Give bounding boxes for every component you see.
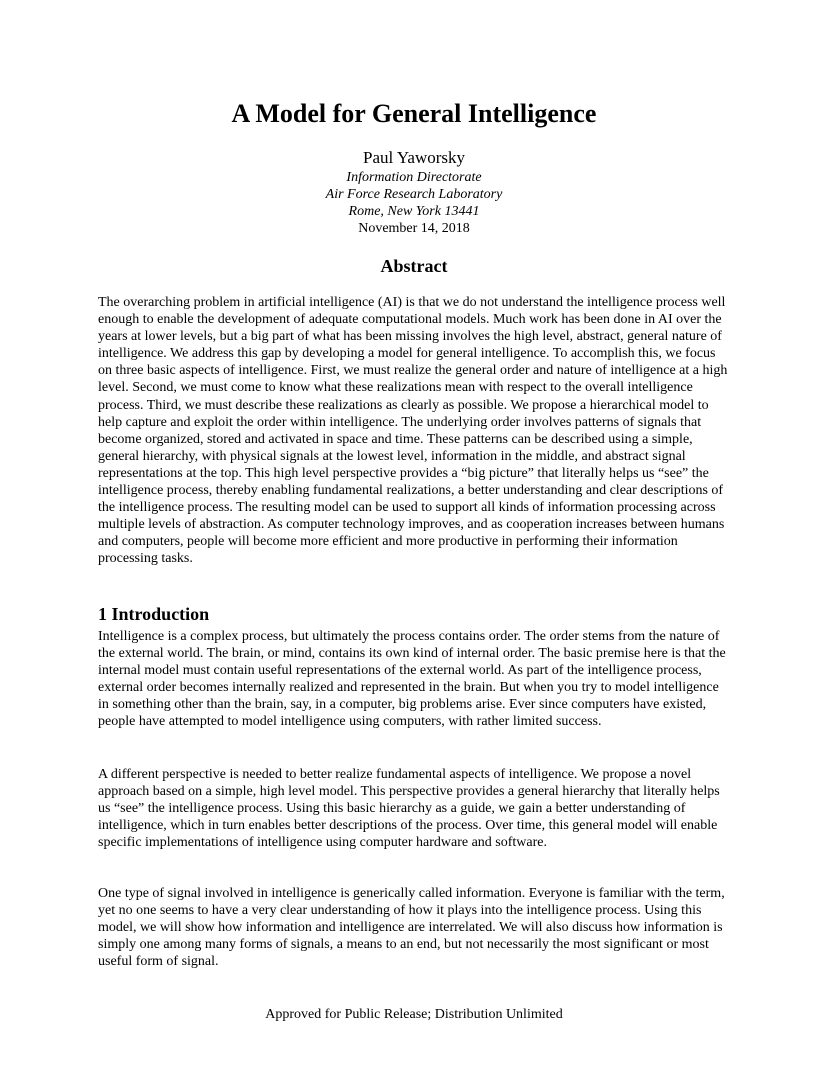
- author-name: Paul Yaworsky: [362, 148, 466, 167]
- intro-paragraph-3: One type of signal involved in intelligence is generically called information. Everyone is familiar with the term, yet no one seems to have a very clear understanding of how it plays into the intelligence process. Using this model, we will show how information and intelligence are interrelated. We will also discuss how information is simply one among many forms of signals, a means to an end, but not necessarily the most significant or most useful form of signal.: [98, 886, 725, 970]
- paper-title: A Model for General Intelligence: [231, 99, 597, 128]
- paper-date: November 14, 2018: [358, 221, 470, 236]
- affiliation-location: Rome, New York 13441: [348, 204, 480, 219]
- affiliation-directorate: Information Directorate: [346, 170, 482, 185]
- abstract-heading: Abstract: [380, 256, 448, 276]
- page-footer: Approved for Public Release; Distribution Unlimited: [265, 1007, 563, 1022]
- intro-paragraph-1: Intelligence is a complex process, but ultimately the process contains order. The order stems from the nature of the external world. The brain, or mind, contains its own kind of internal order. The basic premise here is that the internal model must contain useful representations of the external world. As part of the intelligence process, external order becomes internally realized and represented in the brain. But when you try to model intelligence in something other than the brain, say, in a computer, big problems arise. Ever since computers have existed, people have attempted to model intelligence using computers, with rather limited success.: [98, 629, 726, 730]
- abstract-text: The overarching problem in artificial intelligence (AI) is that we do not understand the intelligence process well enough to enable the development of adequate computational models. Much work has been done in AI over the years at lower levels, but a big part of what has been missing involves the high level, abstract, general nature of intelligence. We address this gap by developing a model for general intelligence. To accomplish this, we focus on three basic aspects of intelligence. First, we must realize the general order and nature of intelligence at a high level. Second, we must come to know what these realizations mean with respect to the overall intelligence process. Third, we must describe these realizations as clearly as possible. We propose a hierarchical model to help capture and exploit the order within intelligence. The underlying order involves patterns of signals that become organized, stored and activated in space and time. These patterns can be described using a simple, general hierarchy, with physical signals at the lowest level, information in the middle, and abstract signal representations at the top. This high level perspective provides a “big picture” that literally helps us “see” the intelligence process, thereby enabling fundamental realizations, a better understanding and clear descriptions of the intelligence process. The resulting model can be used to support all kinds of information processing across multiple levels of abstraction. As computer technology improves, and as cooperation increases between humans and computers, people will become more efficient and more productive in performing their information processing tasks.: [98, 295, 728, 567]
- intro-paragraph-2: A different perspective is needed to better realize fundamental aspects of intelligence. We propose a novel approach based on a simple, high level model. This perspective provides a general hierarchy that literally helps us “see” the intelligence process. Using this basic hierarchy as a guide, we gain a better understanding of intelligence, which in turn enables better descriptions of the process. Over time, this general model will enable specific implementations of intelligence using computer hardware and software.: [98, 767, 720, 851]
- section-heading-introduction: 1 Introduction: [98, 604, 210, 624]
- author-block: [0, 147, 828, 237]
- affiliation-laboratory: Air Force Research Laboratory: [325, 187, 503, 202]
